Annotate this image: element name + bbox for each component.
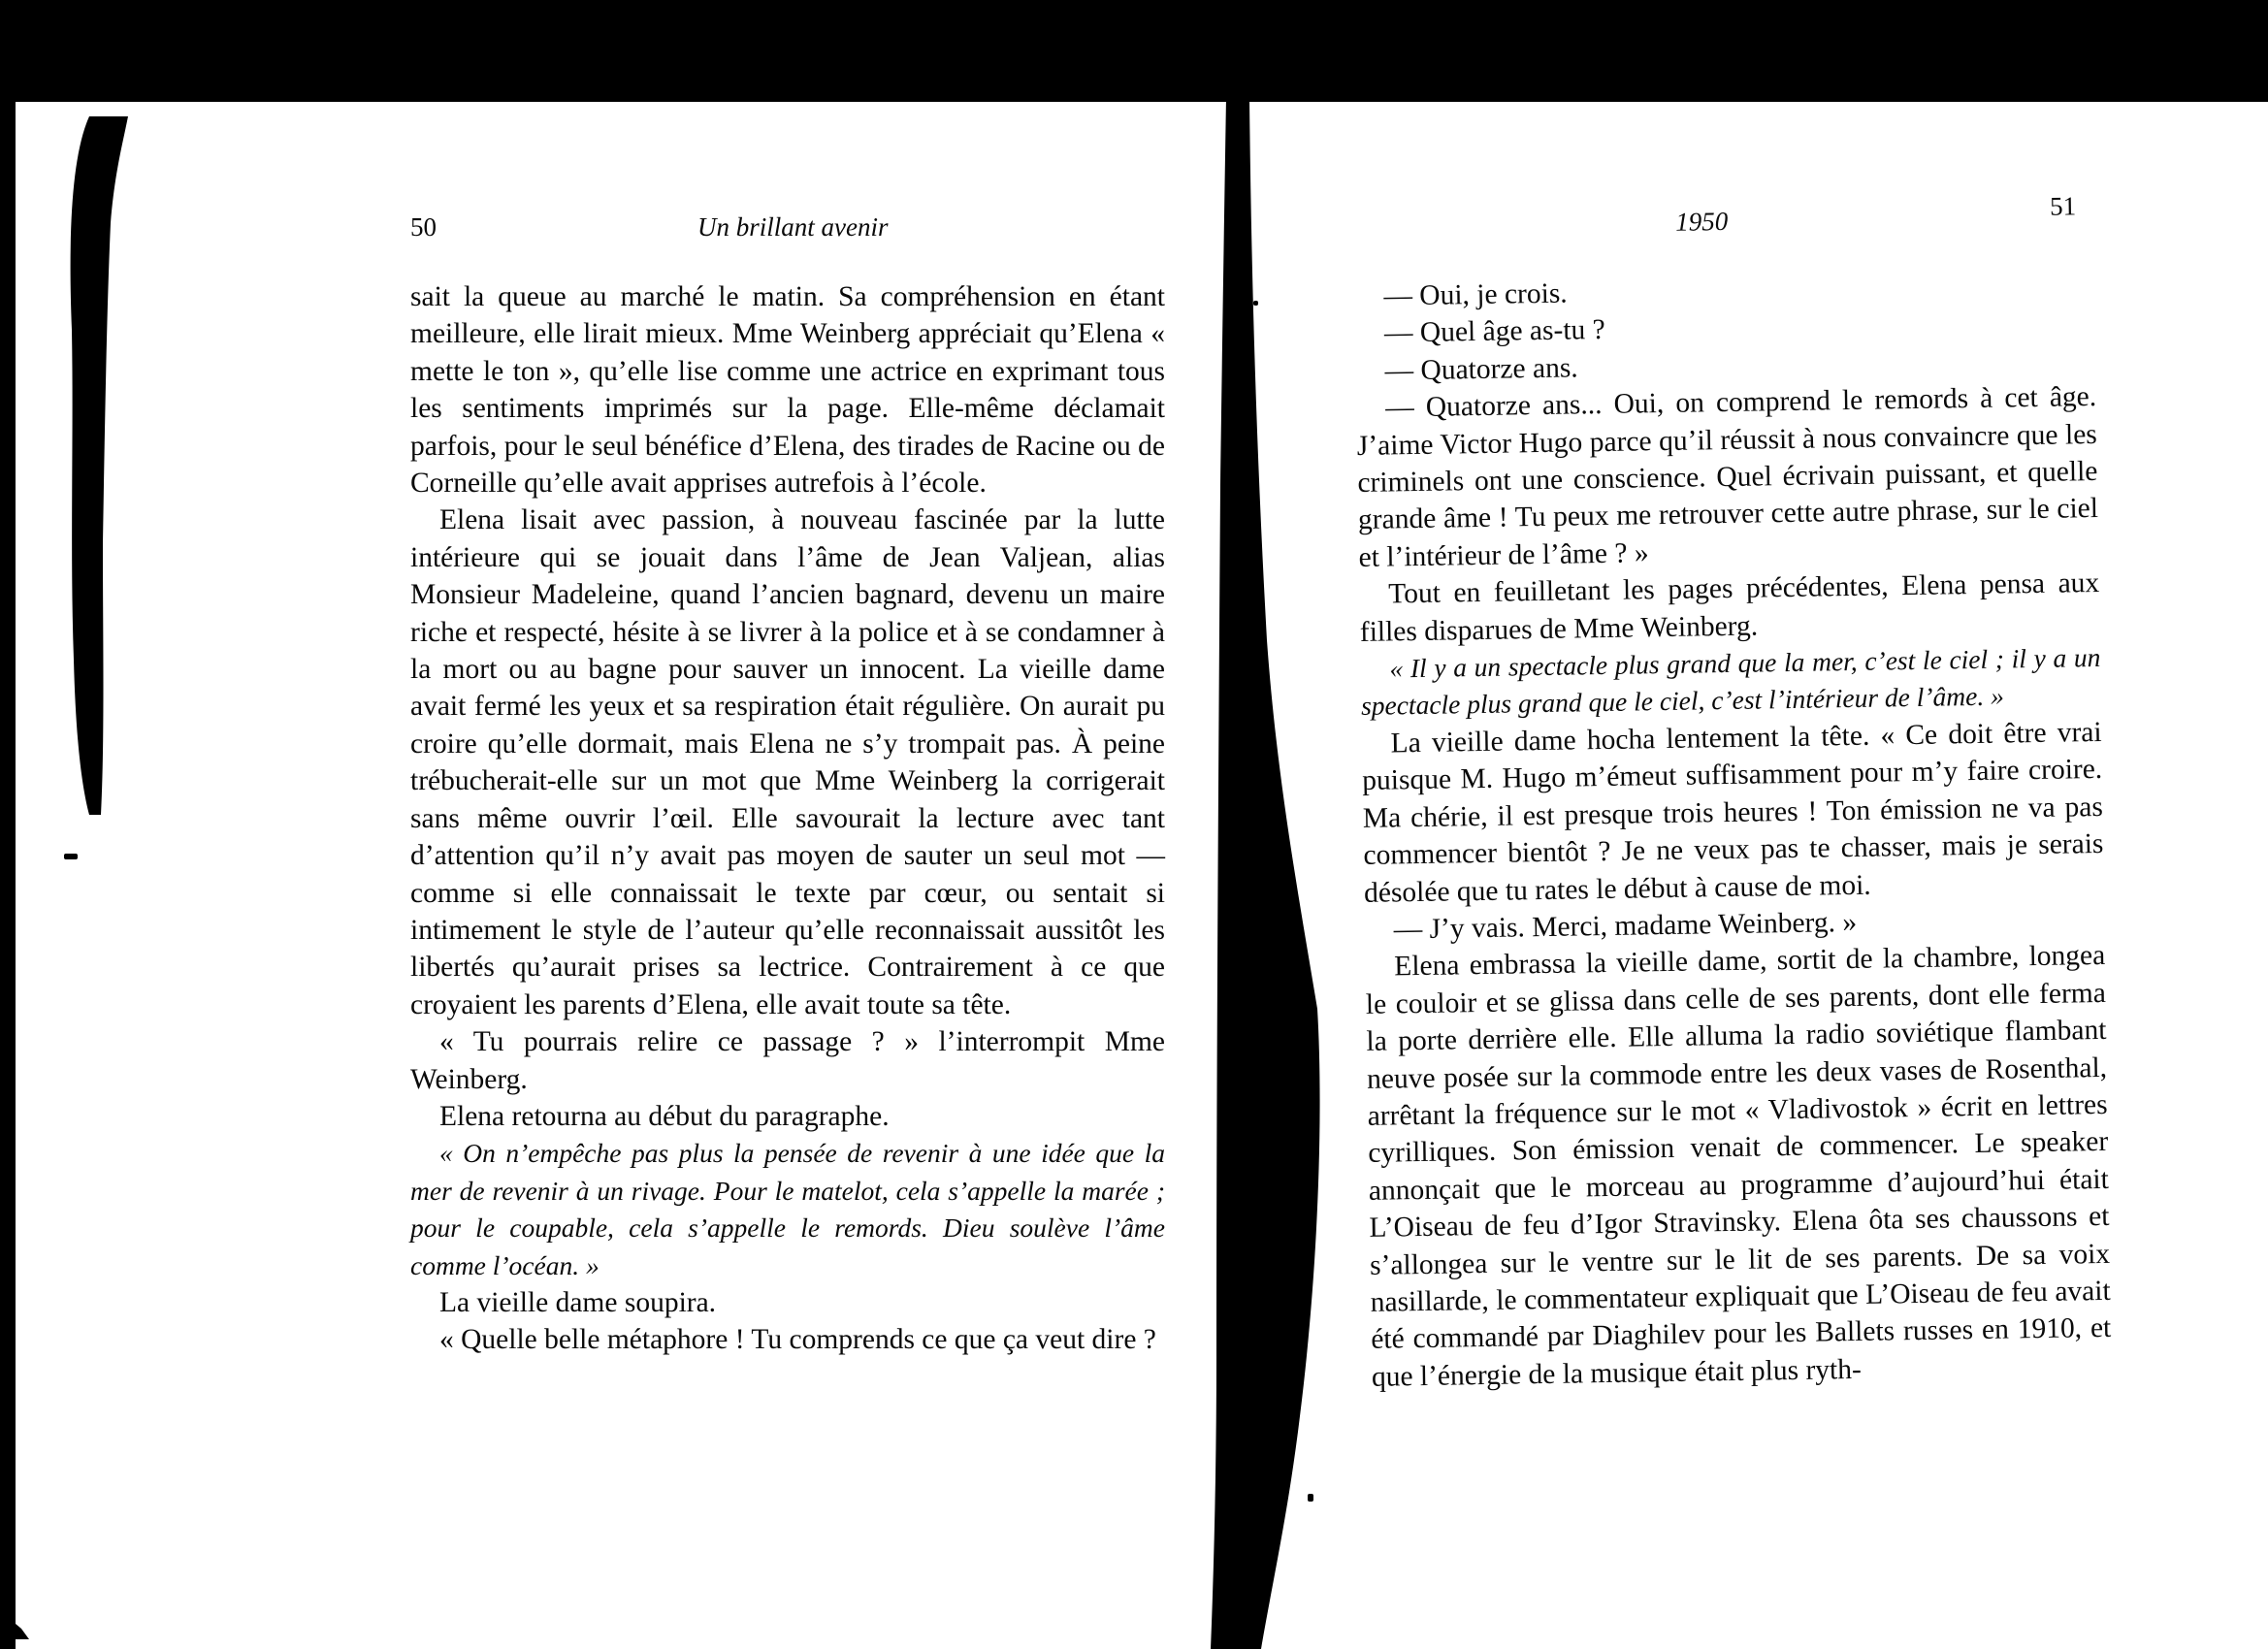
left-page-body: [410, 278, 1165, 1359]
paragraph: Elena lisait avec passion, à nouveau fascinée par la lutte intérieure qui se jouait dans l’âme de Jean Valjean, alias Monsieur Madeleine, quand l’ancien bagnard, devenu un maire riche et respecté, hésite à se livrer à la police et à se condamner à la mort ou au bagne pour sauver un innocent. La vieille dame avait fermé les yeux et sa respiration était régulière. On aurait pu croire qu’elle dormait, mais Elena ne s’y trompait pas. À peine trébucherait-elle sur un mot que Mme Weinberg la corrigerait sans même ouvrir l’œil. Elle savourait la lecture avec tant d’attention qu’il n’y avait pas moyen de sauter un seul mot — comme si elle connaissait le texte par cœur, ou sentait si intimement le style de l’auteur qu’elle reconnaissait aussitôt les libertés qu’aurait prises sa lectrice. Contrairement à ce que croyaient les parents d’Elena, elle avait toute sa tête.: [410, 504, 1165, 1020]
left-running-head: [410, 209, 1165, 257]
book-gutter-shadow: [1203, 97, 1324, 1649]
scan-speck: [1253, 301, 1258, 306]
paragraph: « Tu pourrais relire ce passage ? » l’interrompit Mme Weinberg.: [410, 1026, 1165, 1095]
scan-speck: [1308, 1494, 1313, 1502]
paragraph: Tout en feuilletant les pages précédentes, Elena pensa aux filles disparues de Mme Weinberg.: [1359, 567, 2100, 648]
quote-paragraph: « On n’empêche pas plus la pensée de revenir à une idée que la mer de revenir à un rivage. Pour le matelot, cela s’appelle la marée ; pour le coupable, cela s’appelle le remords. Dieu soulève l’âme comme l’océan. »: [410, 1138, 1165, 1280]
scan-left-shadow: [60, 116, 128, 815]
scan-corner-mark: [0, 1615, 29, 1639]
left-running-title: Un brillant avenir: [697, 212, 889, 242]
left-page: [410, 209, 1165, 1359]
right-running-title: 1950: [1675, 206, 1729, 237]
paragraph: Elena retourna au début du paragraphe.: [439, 1100, 890, 1132]
dialogue-line: — J’y vais. Merci, madame Weinberg. »: [1393, 906, 1858, 946]
dialogue-line: — Quatorze ans.: [1384, 352, 1578, 387]
left-page-number: 50: [410, 212, 437, 242]
dialogue-line: — Quatorze ans... Oui, on comprend le remords à cet âge. J’aime Victor Hugo parce qu’il réussit à nous convaincre que les criminels ont une conscience. Quel écrivain puissant, et quelle grande âme ! Tu peux me retrouver cette autre phrase, sur le ciel et l’intérieur de l’âme ? »: [1356, 381, 2099, 573]
paragraph: « Quelle belle métaphore ! Tu comprends ce que ça veut dire ?: [439, 1324, 1156, 1356]
dialogue-line: — Quel âge as-tu ?: [1383, 314, 1605, 349]
right-running-head: [1353, 191, 2094, 257]
right-page-body: [1354, 267, 2112, 1396]
quote-paragraph: « Il y a un spectacle plus grand que la mer, c’est le ciel ; il y a un spectacle plus grand que le ciel, c’est l’intérieur de l’âme. »: [1360, 642, 2101, 722]
paragraph: Elena embrassa la vieille dame, sortit de la chambre, longea le couloir et se glissa dans celle de ses parents, dont elle ferma la porte derrière elle. Elle alluma la radio soviétique flambant neuve posée sur la commode entre les deux vases de Rosenthal, arrêtant la fréquence sur le mot « Vladivostok » écrit en lettres cyrilliques. Son émission venait de commencer. Le speaker annonçait que le morceau au programme d’aujourd’hui était L’Oiseau de feu d’Igor Stravinsky. Elena ôta ses chaussons et s’allongea sur le ventre sur le lit de ses parents. De sa voix nasillarde, le commentateur expliquait que L’Oiseau de feu avait été commandé par Diaghilev pour les Ballets russes en 1910, et que l’énergie de la musique était plus ryth-: [1365, 940, 2112, 1393]
paragraph: La vieille dame soupira.: [439, 1286, 717, 1318]
dialogue-line: — Oui, je crois.: [1383, 277, 1568, 312]
paragraph: La vieille dame hocha lentement la tête. « Ce doit être vrai puisque M. Hugo m’émeut suffisamment pour m’y faire croire. Ma chérie, il est presque trois heures ! Ton émission ne va pas commencer bientôt ? Je ne veux pas te chasser, mais je serais désolée que tu rates le début à cause de moi.: [1362, 716, 2104, 909]
paragraph: sait la queue au marché le matin. Sa compréhension en étant meilleure, elle lirait mieux. Mme Weinberg appréciait qu’Elena « mette le ton », qu’elle lise comme une actrice en exprimant tous les sentiments imprimés sur la page. Elle-même déclamait parfois, pour le seul bénéfice d’Elena, des tirades de Racine ou de Corneille qu’elle avait apprises autrefois à l’école.: [410, 281, 1165, 500]
right-page-number: 51: [2049, 191, 2077, 221]
right-page: [1353, 191, 2112, 1396]
scan-speck: [64, 854, 78, 859]
scan-left-border: [0, 0, 16, 1649]
scan-top-border: [0, 0, 2268, 102]
